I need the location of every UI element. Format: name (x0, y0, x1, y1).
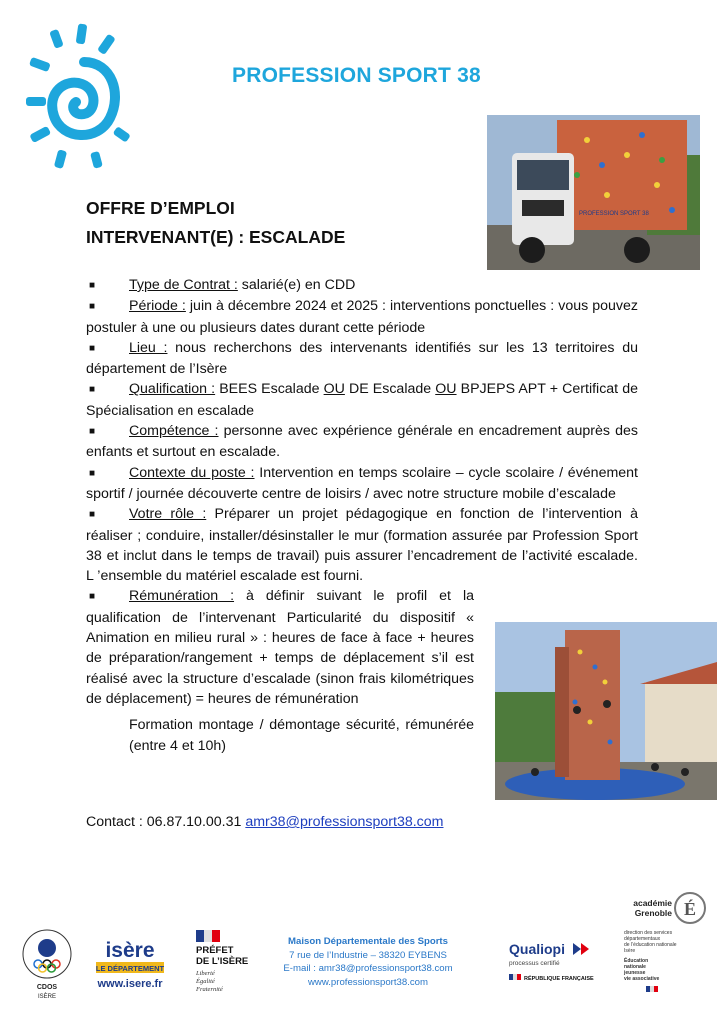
qualiopi-logo (507, 938, 599, 988)
offer-heading-line1: OFFRE D’EMPLOI (86, 198, 235, 218)
list-item: ■ Contexte du poste : Intervention en temps scolaire – cycle scolaire / événement sportif / journée découverte centre de loisirs / avec notre structure mobile d’escalade (86, 464, 639, 502)
sun-spiral-logo-icon (22, 22, 132, 172)
prefet-isere-logo (192, 928, 264, 998)
list-item: ■ Type de Contrat : salarié(e) en CDD (89, 277, 356, 293)
qualiopi-sub: processus certifié (509, 960, 560, 967)
academie-desc4: Isère (624, 948, 636, 954)
academie-ed4: vie associative (624, 976, 660, 982)
list-item: ■ Qualification : BEES Escalade OU DE Escalade OU BPJEPS APT + Certificat de Spécialisation en escalade (86, 381, 638, 419)
list-item: ■ Votre rôle : Préparer un projet pédagogique en fonction de l’intervention à réaliser ; conduire, installer/désinstaller le mur (formation assurée par Profession Sport 38 et inclut dans le temps de travail) puis assurer l’encadrement de l’activité escalade. L ’ensemble du matériel escalade est fourni. (86, 506, 639, 585)
climbing-tower-photo (495, 622, 717, 800)
list-item: ■ Compétence : personne avec expérience générale en encadrement auprès des enfants et surtout en escalade. (86, 423, 638, 461)
maison-address: 7 rue de l’Industrie – 38320 EYBENS (289, 949, 447, 961)
academie-ed2: nationale (624, 964, 646, 970)
prefet-motto3: Fraternité (196, 986, 223, 993)
isere-band: LE DÉPARTEMENT (95, 964, 165, 973)
prefet-line2: DE L’ISÈRE (196, 956, 249, 967)
maison-des-sports-address (268, 935, 468, 989)
page-title: PROFESSION SPORT 38 (232, 64, 481, 87)
maison-email: E-mail : amr38@professionsport38.com (283, 963, 453, 974)
academie-ed1: Éducation (624, 958, 649, 964)
isere-departement-logo (92, 937, 168, 995)
list-item: ■ Lieu : nous recherchons des intervenants identifiés sur les 13 territoires du département de l’Isère (86, 339, 638, 378)
isere-url: www.isere.fr (97, 978, 163, 990)
prefet-line1: PRÉFET (196, 945, 234, 956)
qualiopi-name: Qualiopi (509, 941, 565, 957)
isere-name: isère (105, 939, 155, 962)
academie-grenoble-logo (618, 880, 710, 1000)
academie-desc3: de l’éducation nationale (624, 942, 677, 948)
cdos-text: CDOS (36, 984, 58, 991)
maison-web: www.professionsport38.com (308, 976, 428, 988)
academie-ed3: jeunesse (624, 970, 646, 976)
offer-heading-line2: INTERVENANT(E) : ESCALADE (86, 227, 346, 247)
academie-line2: Grenoble (634, 908, 672, 918)
prefet-motto1: Liberté (196, 970, 215, 977)
cdos-sub: ISÈRE (37, 994, 57, 1000)
list-item: ■ Rémunération : à définir suivant le profil et la qualification de l’intervenant Particularité du dispositif « Animation en milieu rural » : heures de face à face + heures de préparation/rangement + temps de déplacement s’il est réalisé avec la structure d’escalade (sinon frais kilométriques de déplacement) = heures de rémunération (86, 588, 474, 707)
contact-email-link[interactable]: amr38@professionsport38.com (245, 814, 444, 830)
cdos-isere-logo (16, 926, 78, 1002)
svg-text:É: É (683, 899, 697, 919)
maison-title: Maison Départementale des Sports (288, 936, 448, 947)
academie-desc2: départementaux (624, 936, 661, 942)
list-item: ■ Période : juin à décembre 2024 et 2025 : interventions ponctuelles : vous pouvez postuler à une ou plusieurs dates durant cette période (86, 298, 638, 336)
qualiopi-rf: RÉPUBLIQUE FRANÇAISE (524, 976, 594, 982)
prefet-motto2: Égalité (196, 978, 215, 985)
academie-line1: académie (633, 898, 672, 908)
truck-label: PROFESSION SPORT 38 (579, 211, 649, 217)
contact-line: Contact : 06.87.10.00.31 amr38@professionsport38.com (86, 814, 444, 830)
remuneration-extra: Formation montage / démontage sécurité, rémunérée (entre 4 et 10h) (129, 717, 474, 754)
climbing-truck-photo (487, 115, 700, 270)
academie-desc1: direction des services (624, 930, 673, 936)
